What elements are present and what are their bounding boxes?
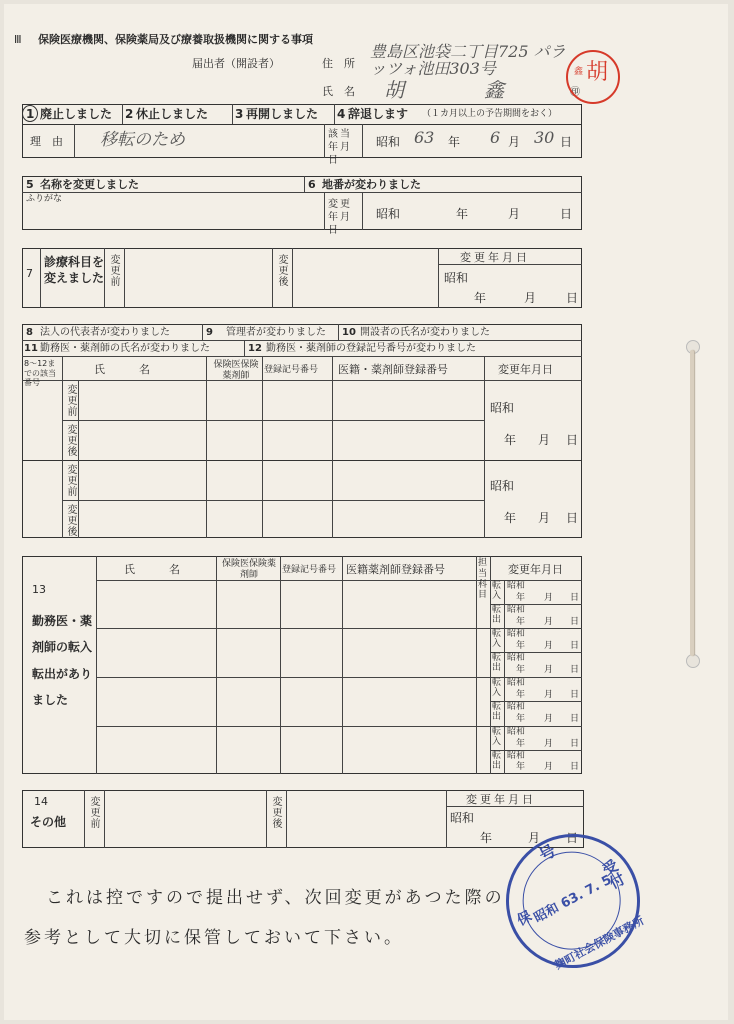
notice-period-note: （１カ月以上の予告期間をおく） <box>422 109 558 119</box>
sec14-day: 日 <box>566 831 579 845</box>
stamp-left: 保 <box>514 908 535 930</box>
sec5-number: 5 <box>26 178 34 191</box>
reason-label: 理 由 <box>30 135 63 148</box>
staff-reg-changed-label: 勤務医・薬剤師の登録記号番号が変わりました <box>266 343 476 354</box>
col-name: 氏 名 <box>94 363 154 376</box>
sec7-before-label: 変更前 <box>108 254 119 287</box>
row4-in-d: 日 <box>570 739 580 749</box>
red-seal-char: 胡 <box>586 60 609 85</box>
row1-in-d: 日 <box>570 593 580 603</box>
option-abolished: 廃止しました <box>40 107 113 121</box>
sec8-row2-day: 日 <box>566 511 579 525</box>
sec5-year: 年 <box>456 207 469 221</box>
sec7-year: 年 <box>474 291 487 305</box>
option-withdraw: 辞退します <box>348 107 409 121</box>
reason-handwritten: 移転のため <box>100 130 185 150</box>
binding-hole-bottom-icon <box>686 654 700 668</box>
form-title: 保険医療機関、保険薬局及び療養取扱機関に関する事項 <box>38 33 313 46</box>
stamp-date: 昭和 63. 7. 5 <box>531 872 615 927</box>
manager-changed-label: 管理者が変わりました <box>226 327 326 338</box>
sec7-date-label: 変更年月日 <box>460 251 530 264</box>
stamp-office: 麹町社会保険事務所 <box>552 914 647 973</box>
sec13-col-subject: 担当科目 <box>478 558 488 601</box>
row4-out-era: 昭和 <box>507 751 526 761</box>
sec8-row1-month: 月 <box>538 433 551 447</box>
col-change-date: 変更年月日 <box>498 363 553 376</box>
row4-out-y: 年 <box>516 762 526 772</box>
sec7-after-label: 変更後 <box>276 254 287 287</box>
option-resumed: 再開しました <box>246 107 319 121</box>
sec8-row1-day: 日 <box>566 433 579 447</box>
sec11-number: 11 <box>24 343 38 354</box>
sec8-number: 8 <box>26 327 33 338</box>
lot-changed-label: 地番が変わりました <box>322 178 421 191</box>
sec8-row2-month: 月 <box>538 511 551 525</box>
sec14-before-label: 変更前 <box>88 796 99 829</box>
row3-in-d: 日 <box>570 690 580 700</box>
sec10-number: 10 <box>342 327 356 338</box>
row3-out-m: 月 <box>544 714 554 724</box>
sec5-date-label: 変更年月日 <box>328 199 352 236</box>
sec13-col-medical-reg: 医籍薬剤師登録番号 <box>346 563 445 576</box>
sec8-row2-after: 変更後 <box>65 504 76 537</box>
row2-out-era: 昭和 <box>507 653 526 663</box>
row4-in: 転入 <box>492 727 502 747</box>
red-seal-icon <box>566 50 620 104</box>
row1-in-y: 年 <box>516 593 526 603</box>
sec13-col-name: 氏 名 <box>124 563 184 576</box>
sec13-number: 13 <box>32 583 46 596</box>
date-day-handwritten: 30 <box>534 128 555 147</box>
row3-out-d: 日 <box>570 714 580 724</box>
date-year-handwritten: 63 <box>414 128 435 147</box>
row2-out-d: 日 <box>570 665 580 675</box>
row3-in-m: 月 <box>544 690 554 700</box>
sec8-row1-after: 変更後 <box>65 424 76 457</box>
sec14-era: 昭和 <box>450 811 475 825</box>
row1-in: 転入 <box>492 581 502 601</box>
year-unit: 年 <box>448 135 461 149</box>
month-unit: 月 <box>508 135 521 149</box>
stamp-top: 号 <box>535 840 559 866</box>
name-handwritten: 胡 鑫 <box>384 78 534 102</box>
red-seal-small: 鑫 <box>572 66 582 75</box>
form-sheet <box>4 4 728 1020</box>
row3-in: 転入 <box>492 678 502 698</box>
row1-out: 転出 <box>492 605 502 625</box>
sec14-year: 年 <box>480 831 493 845</box>
date-month-handwritten: 6 <box>490 128 501 147</box>
name-label: 氏 名 <box>322 85 355 98</box>
applicable-date-label: 該当年月日 <box>328 129 352 166</box>
binding-string <box>690 350 694 656</box>
row2-in-d: 日 <box>570 641 580 651</box>
option-4-number: 4 <box>337 107 346 121</box>
day-unit: 日 <box>560 135 573 149</box>
row1-out-d: 日 <box>570 617 580 627</box>
row2-out-y: 年 <box>516 665 526 675</box>
sec8-row1-era: 昭和 <box>490 401 515 415</box>
founder-name-changed-label: 開設者の氏名が変わりました <box>360 327 490 338</box>
col-insurance: 保険医保険薬剤師 <box>213 360 259 381</box>
sec8-row1-before: 変更前 <box>65 384 76 417</box>
sec5-day: 日 <box>560 207 573 221</box>
section-number: Ⅲ <box>14 33 22 46</box>
row3-in-era: 昭和 <box>507 678 526 688</box>
option-3-number: 3 <box>235 107 244 121</box>
sec8-row1-year: 年 <box>504 433 517 447</box>
staff-name-changed-label: 勤務医・薬剤師の氏名が変わりました <box>40 343 210 354</box>
name-changed-label: 名称を変更しました <box>40 178 139 191</box>
col-reg-number: 登録記号番号 <box>264 365 319 375</box>
sec6-number: 6 <box>308 178 316 191</box>
row2-in-m: 月 <box>544 641 554 651</box>
date-era: 昭和 <box>376 135 401 149</box>
sec5-month: 月 <box>508 207 521 221</box>
option-1-number: 1 <box>26 107 35 121</box>
col-medical-reg: 医籍・薬剤師登録番号 <box>338 363 448 376</box>
row1-in-m: 月 <box>544 593 554 603</box>
sec8-row2-year: 年 <box>504 511 517 525</box>
footer-line-2: 参考として大切に保管しておいて下さい。 <box>24 928 404 948</box>
sec7-number: 7 <box>26 267 33 280</box>
sec8-row2-before: 変更前 <box>65 464 76 497</box>
sec5-era: 昭和 <box>376 207 401 221</box>
rep-changed-label: 法人の代表者が変わりました <box>40 327 170 338</box>
option-2-number: 2 <box>125 107 134 121</box>
address-label: 住 所 <box>322 57 355 70</box>
row3-in-y: 年 <box>516 690 526 700</box>
row2-in-era: 昭和 <box>507 629 526 639</box>
stamp-right: 受付 <box>598 856 629 892</box>
row2-out: 転出 <box>492 653 502 673</box>
row4-in-era: 昭和 <box>507 727 526 737</box>
sec9-number: 9 <box>206 327 213 338</box>
subject-changed-label: 診療科目を変えました <box>44 255 105 286</box>
row4-out-d: 日 <box>570 762 580 772</box>
sec14-date-label: 変更年月日 <box>466 793 536 806</box>
applicable-number-label: 8～12までの該当番号 <box>24 359 56 388</box>
sec14-after-label: 変更後 <box>270 796 281 829</box>
sec13-col-insurance: 保険医保険薬剤師 <box>221 559 276 580</box>
row2-in: 転入 <box>492 629 502 649</box>
other-label: その他 <box>30 815 67 829</box>
row3-out: 転出 <box>492 702 502 722</box>
row1-out-m: 月 <box>544 617 554 627</box>
row4-out: 転出 <box>492 751 502 771</box>
row2-out-m: 月 <box>544 665 554 675</box>
row2-in-y: 年 <box>516 641 526 651</box>
sec12-number: 12 <box>248 343 262 354</box>
row4-in-m: 月 <box>544 739 554 749</box>
sec13-col-date: 変更年月日 <box>508 563 563 576</box>
option-suspended: 休止しました <box>136 107 209 121</box>
address-handwritten: 豊島区池袋二丁目725 パラッツォ池田303号 <box>370 42 566 78</box>
sec7-day: 日 <box>566 291 579 305</box>
row4-out-m: 月 <box>544 762 554 772</box>
row1-in-era: 昭和 <box>507 581 526 591</box>
applicant-label: 届出者（開設者） <box>192 57 280 70</box>
sec7-month: 月 <box>524 291 537 305</box>
furigana-label: ふりがな <box>26 194 63 204</box>
sec7-era: 昭和 <box>444 271 469 285</box>
row4-in-y: 年 <box>516 739 526 749</box>
row1-out-y: 年 <box>516 617 526 627</box>
seal-mark: ㊞ <box>570 87 580 98</box>
row3-out-y: 年 <box>516 714 526 724</box>
footer-line-1: これは控ですので提出せず、次回変更があつた際の <box>46 888 505 908</box>
sec13-col-reg: 登録記号番号 <box>282 565 337 575</box>
row3-out-era: 昭和 <box>507 702 526 712</box>
sec8-row2-era: 昭和 <box>490 479 515 493</box>
sec14-number: 14 <box>34 795 48 808</box>
row1-out-era: 昭和 <box>507 605 526 615</box>
transfer-label: 勤務医・薬剤師の転入転出がありました <box>32 614 93 708</box>
sec14-month: 月 <box>528 831 541 845</box>
